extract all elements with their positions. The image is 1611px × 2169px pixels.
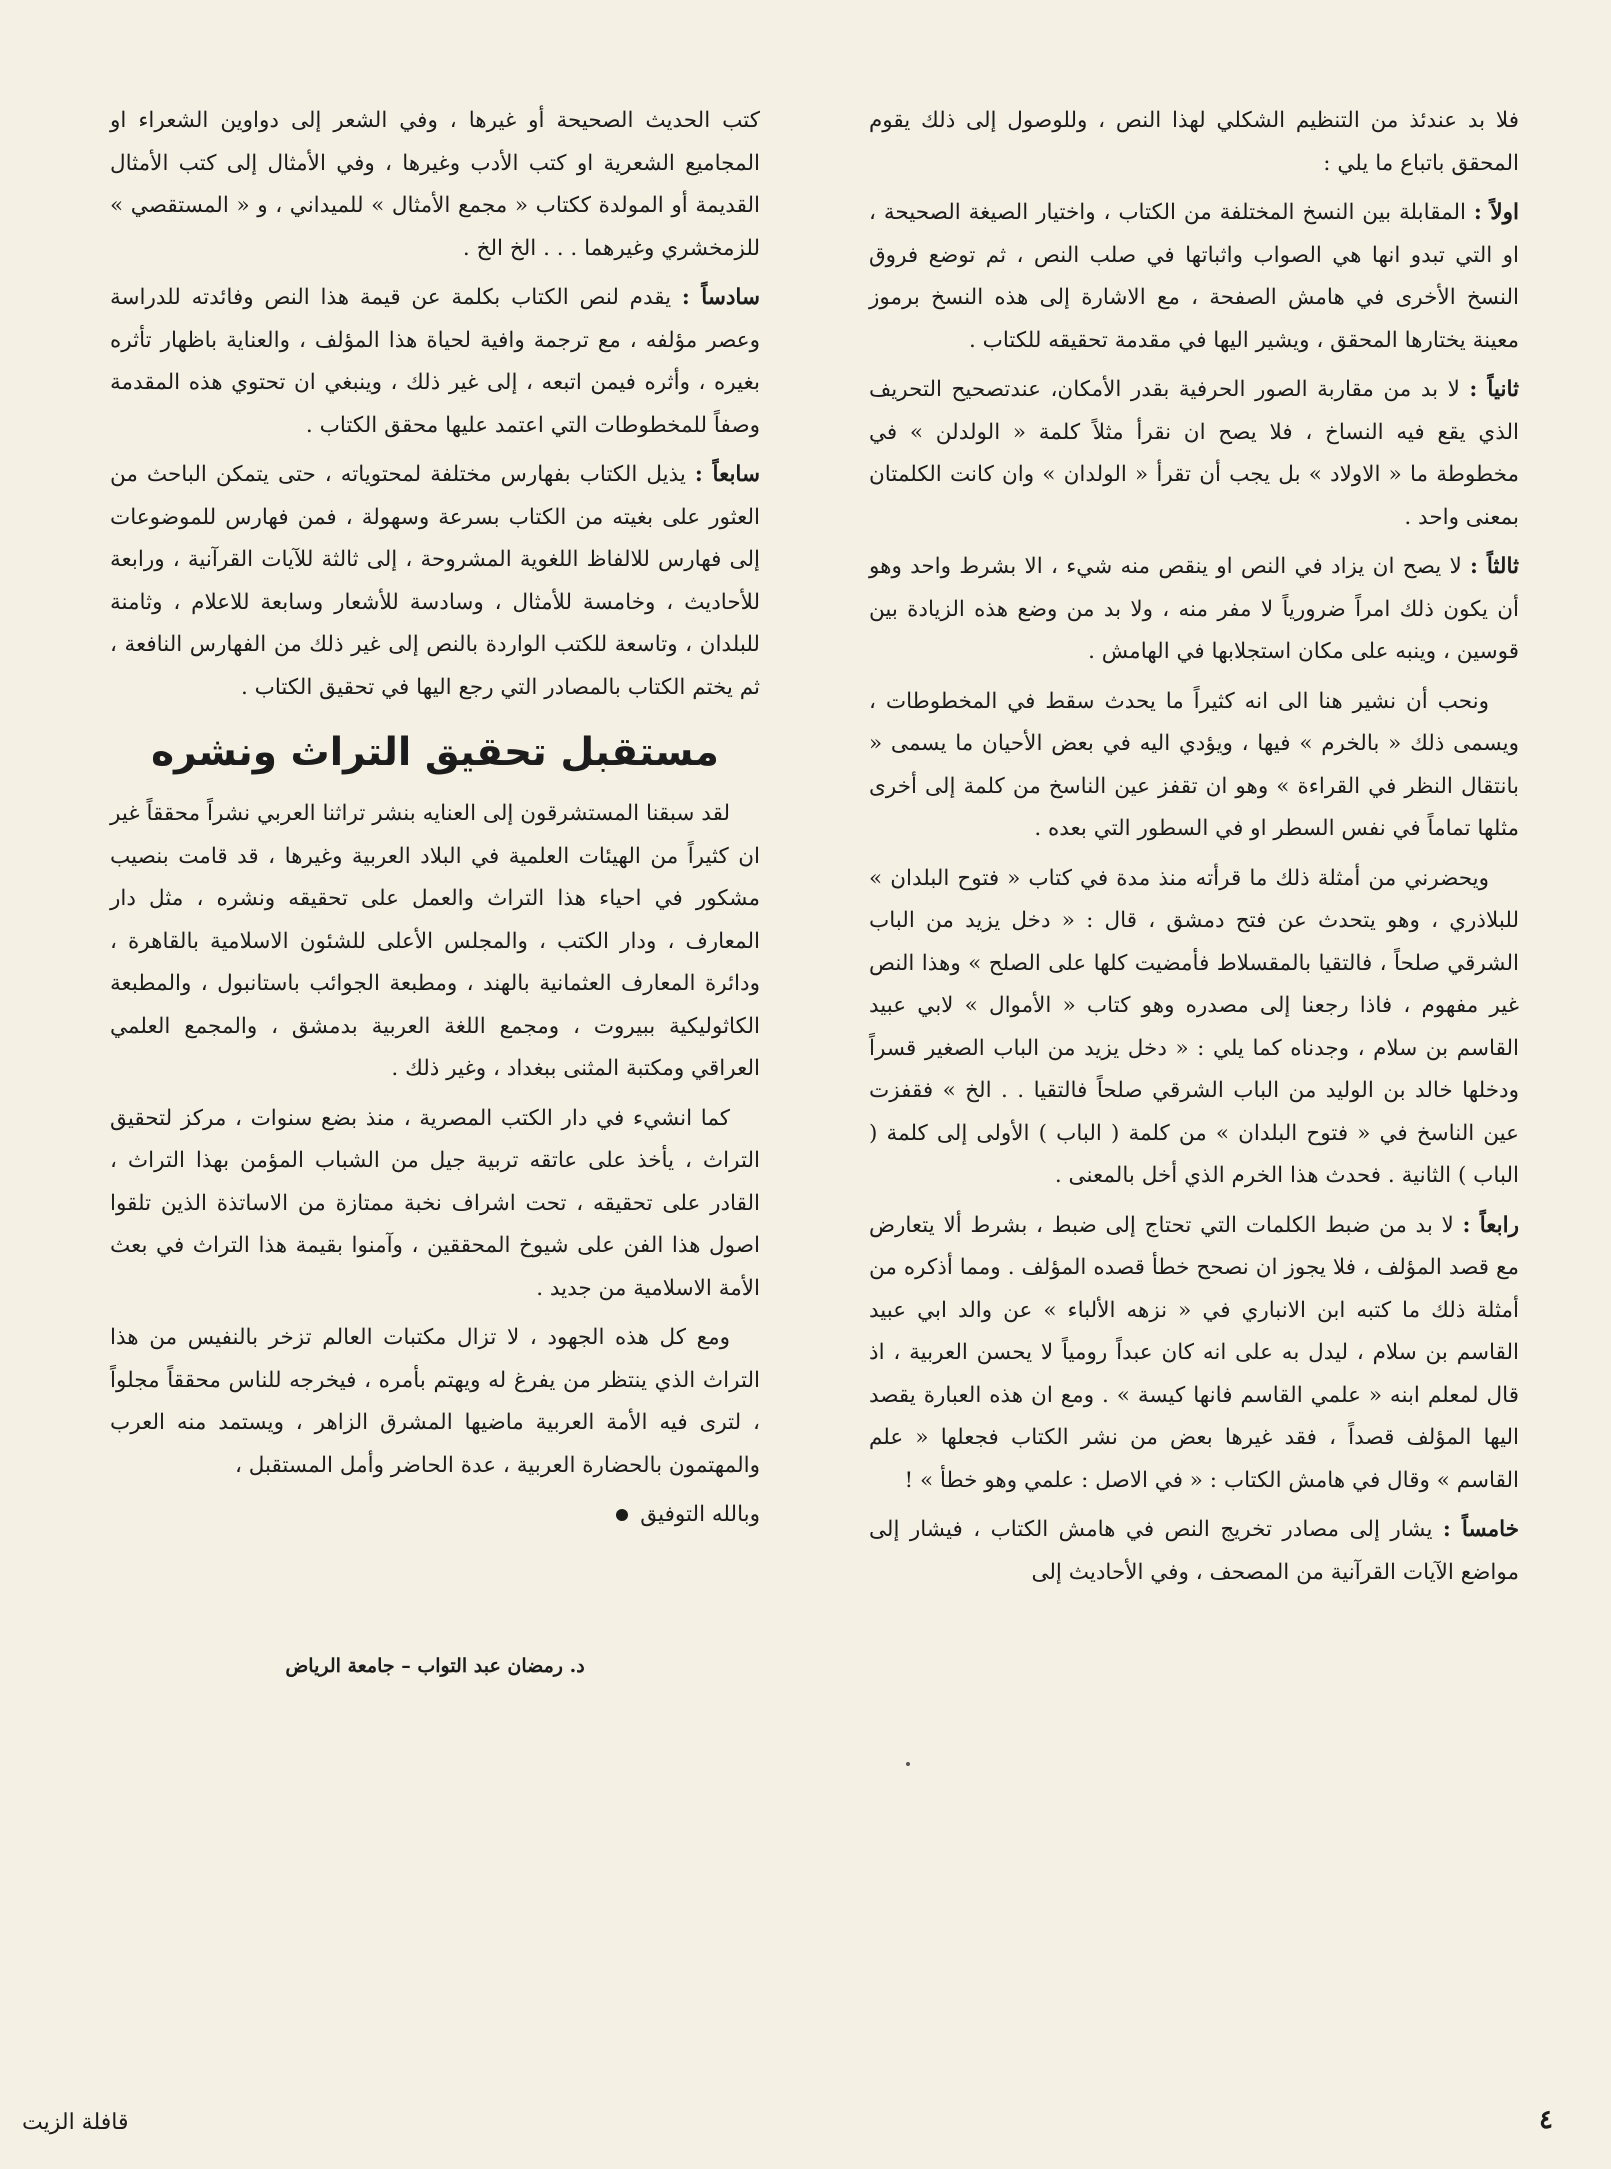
paragraph: [869, 1509, 1519, 1594]
paragraph: كتب الحديث الصحيحة أو غيرها ، وفي الشعر إلى دواوين الشعراء او المجاميع الشعرية او كتب الأدب وغيرها ، وفي الأمثال إلى كتب الأمثال القديمة أو المولدة ككتاب « مجمع الأمثال » للميداني ، و « المستقصي » للزمخشري وغيرهما . . . الخ الخ .: [110, 108, 760, 261]
paragraph-text: لا بد من ضبط الكلمات التي تحتاج إلى ضبط ، بشرط ألا يتعارض مع قصد المؤلف ، فلا يجوز ان نصحح خطأ قصده المؤلف . ومما أذكره من أمثلة ذلك ما كتبه ابن الانباري في « نزهه الألباء » عن والد ابي عبيد القاسم بن سلام ، ليدل به على انه كان عبداً رومياً لا يحسن العربية ، اذ قال لمعلم ابنه « علمي القاسم فانها كيسة » . ومع ان هذه العبارة يقصد اليها المؤلف قصداً ، فقد غيرها بعض من نشر الكتاب فجعلها « علم القاسم » وقال في هامش الكتاب : « في الاصل : علمي وهو خطأ » !: [869, 1212, 1519, 1493]
paragraph: ويحضرني من أمثلة ذلك ما قرأته منذ مدة في كتاب « فتوح البلدان » للبلاذري ، وهو يتحدث عن فتح دمشق ، قال : « دخل يزيد من الباب الشرقي صلحاً ، فالتقيا بالمقسلاط فأمضيت كلها على الصلح » وهذا النص غير مفهوم ، فاذا رجعنا إلى مصدره وهو كتاب « الأموال » لابي عبيد القاسم بن سلام ، وجدناه كما يلي : « دخل يزيد من الباب الصغير قسراً ودخلها خالد بن الوليد من الباب الشرقي صلحاً فالتقيا . . الخ » فقفزت عين الناسخ في « فتوح البلدان » من كلمة ( الباب ) الأولى إلى كلمة ( الباب ) الثانية . فحدث هذا الخرم الذي أخل بالمعنى .: [869, 865, 1519, 1188]
paragraph: ونحب أن نشير هنا الى انه كثيراً ما يحدث سقط في المخطوطات ، ويسمى ذلك « بالخرم » فيها ، ويؤدي اليه في بعض الأحيان ما يسمى « بانتقال النظر في القراءة » وهو ان تقفز عين الناسخ من كلمة إلى أخرى مثلها تماماً في نفس السطر او في السطور التي بعده .: [869, 688, 1520, 841]
paragraph: ومع كل هذه الجهود ، لا تزال مكتبات العالم تزخر بالنفيس من هذا التراث الذي ينتظر من يفرغ له ويهتم بأمره ، فيخرجه للناس محققاً مجلواً ، لترى فيه الأمة العربية ماضيها المشرق الزاهر ، ويستمد منه العرب والمهتمون بالحضارة العربية ، عدة الحاضر وأمل المستقبل ،: [110, 1325, 760, 1478]
closing-text: وبالله التوفيق: [640, 1502, 760, 1527]
paragraph: [110, 454, 760, 709]
paragraph-text: لا يصح ان يزاد في النص او ينقص منه شيء ، الا بشرط واحد وهو أن يكون ذلك امراً ضرورياً لا مفر منه ، ولا بد من وضع هذه الزيادة بين قوسين ، وينبه على مكان استجلابها في الهامش .: [869, 554, 1519, 664]
list-lead: خامساً :: [1442, 1517, 1520, 1542]
paragraph: [869, 1205, 1519, 1503]
paragraph: [869, 192, 1519, 362]
closing-line: [110, 1494, 760, 1537]
page-number: ٤: [1539, 2105, 1553, 2135]
list-lead: سادساً :: [681, 285, 760, 310]
section-heading: مستقبل تحقيق التراث ونشره: [151, 730, 719, 775]
paragraph: كما انشيء في دار الكتب المصرية ، منذ بضع سنوات ، مركز لتحقيق التراث ، يأخذ على عاتقه تربية جيل من الشباب المؤمن بهذا التراث ، القادر على تحقيقه ، تحت اشراف نخبة ممتازة من الاساتذة الذين تلقوا اصول هذا الفن على شيوخ المحققين ، وآمنوا بقيمة هذا التراث في بعث الأمة الاسلامية من جديد .: [110, 1105, 760, 1301]
paragraph: [869, 546, 1519, 674]
list-lead: سابعاً :: [694, 462, 760, 487]
list-lead: اولاً :: [1473, 200, 1519, 225]
paragraph-text: المقابلة بين النسخ المختلفة من الكتاب ، واختيار الصيغة الصحيحة ، او التي تبدو انها هي الصواب واثباتها في صلب النص ، ثم توضع فروق النسخ الأخرى في هامش الصفحة ، مع الاشارة إلى هذه النسخ برموز معينة يختارها المحقق ، ويشير اليها في مقدمة تحقيقه للكتاب .: [869, 200, 1519, 353]
paragraph: لقد سبقنا المستشرقون إلى العنايه بنشر تراثنا العربي نشراً محققاً غير ان كثيراً من الهيئات العلمية في البلاد العربية وغيرها ، قد قامت بنصيب مشكور في احياء هذا التراث والعمل على تحقيقه ونشره ، مثل دار المعارف ، ودار الكتب ، والمجلس الأعلى للشئون الاسلامية بالقاهرة ، ودائرة المعارف العثمانية بالهند ، ومطبعة الجوائب باستانبول ، والمطبعة الكاثوليكية ببيروت ، ومجمع اللغة العربية بدمشق ، والمجمع العلمي العراقي ومكتبة المثنى ببغداد ، وغير ذلك .: [110, 801, 760, 1081]
list-lead: رابعاً :: [1462, 1212, 1519, 1238]
paragraph-text: يقدم لنص الكتاب بكلمة عن قيمة هذا النص وفائدته للدراسة وعصر مؤلفه ، مع ترجمة وافية لحياة هذا المؤلف ، والعناية باظهار تأثره بغيره ، وأثره فيمن اتبعه ، إلى غير ذلك ، وينبغي ان تحتوي هذه المقدمة وصفاً للمخطوطات التي اعتمد عليها محقق الكتاب .: [110, 285, 760, 438]
author-signature: د. رمضان عبد التواب – جامعة الرياض: [285, 1655, 585, 1677]
paragraph: [110, 277, 760, 447]
magazine-name: قافلة الزيت: [22, 2110, 129, 2135]
paragraph: فلا بد عندئذ من التنظيم الشكلي لهذا النص ، وللوصول إلى ذلك يقوم المحقق باتباع ما يلي :: [869, 108, 1519, 176]
list-lead: ثانياً :: [1469, 377, 1519, 402]
end-mark-icon: [616, 1509, 628, 1521]
paragraph-text: لا بد من مقاربة الصور الحرفية بقدر الأمكان، عندتصحيح التحريف الذي يقع فيه النساخ ، فلا يصح ان نقرأ مثلاً كلمة « الولدلن » في مخطوطة ما « الاولاد » بل يجب أن تقرأ « الولدان » وان كانت الكلمتان بمعنى واحد .: [869, 377, 1519, 530]
right-column: [869, 100, 1519, 1601]
paragraph-text: يشار إلى مصادر تخريج النص في هامش الكتاب ، فيشار إلى مواضع الآيات القرآنية من المصحف ، وفي الأحاديث إلى: [869, 1517, 1519, 1585]
list-lead: ثالثاً :: [1470, 554, 1519, 579]
paragraph: [869, 369, 1519, 539]
left-column: [110, 100, 760, 1544]
paragraph-text: يذيل الكتاب بفهارس مختلفة لمحتوياته ، حتى يتمكن الباحث من العثور على بغيته من الكتاب بسرعة وسهولة ، فمن فهارس للموضوعات إلى فهارس للالفاظ اللغوية المشروحة ، إلى ثالثة للآيات القرآنية ، ورابعة للأحاديث ، وخامسة للأمثال ، وسادسة للأشعار وسابعة للاعلام ، وثامنة للبلدان ، وتاسعة للكتب الواردة بالنص إلى غير ذلك من الفهارس النافعة ، ثم يختم الكتاب بالمصادر التي رجع اليها في تحقيق الكتاب .: [110, 462, 760, 700]
print-dot: [906, 1762, 910, 1766]
